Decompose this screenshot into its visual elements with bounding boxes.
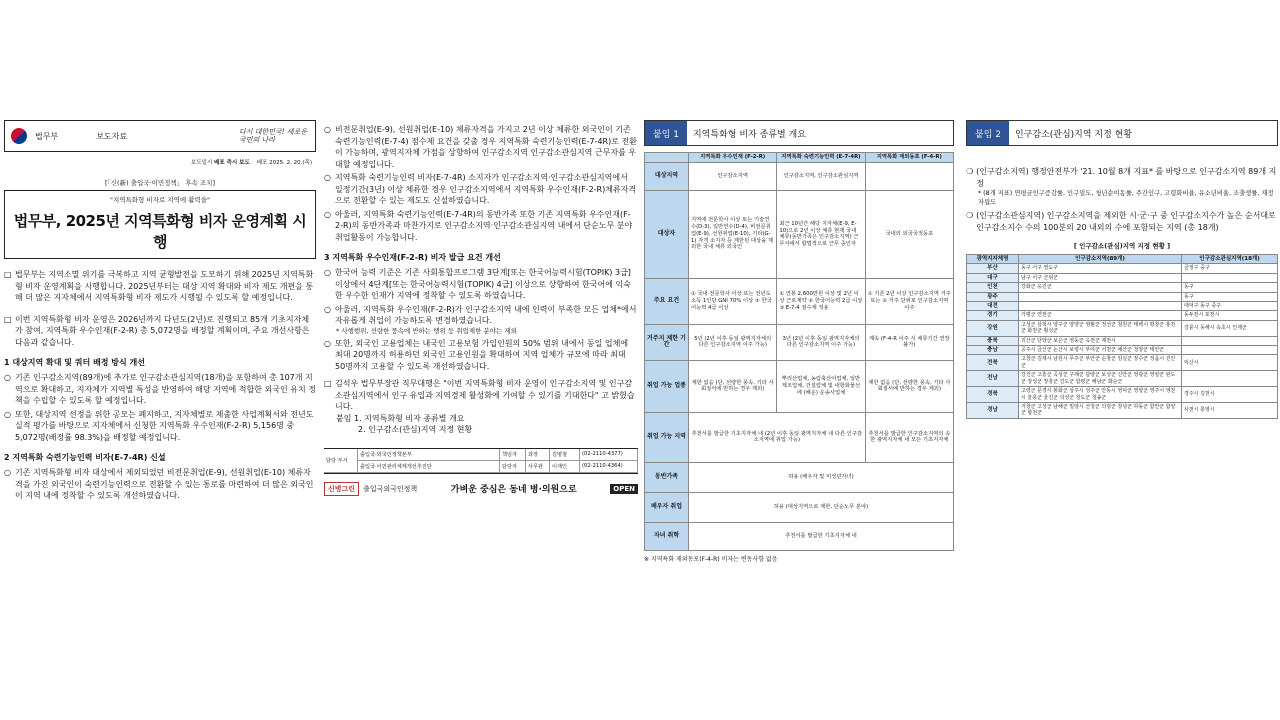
annex-label: 붙임 2 xyxy=(967,121,1009,145)
paragraph: ○ 비전문취업(E-9), 선원취업(E-10) 체류자격을 가지고 2년 이상 체류한 외국인이 기존 숙련기능인력(E-7-4) 점수제 요건을 갖출 경우 지역특화 숙련기능인력(E-7-4R)로 전환이 가능하며, 광역지자체 가점을 상향하여 인구감소지역 인구감소관심지역 근무자를 우대할 예정입니다. xyxy=(324,125,637,169)
paragraph: ○ 아울러, 지역특화 우수인재(F-2-R)가 인구감소지역 내에 인력이 부족한 모든 업체*에서 자유롭게 취업이 가능하도록 변경하였습니다. xyxy=(324,304,637,325)
annex-title: 지역특화형 비자 종류별 개요 xyxy=(692,129,806,140)
table-row: 동반가족 허용 (배우자 및 미성년자녀) xyxy=(645,462,954,492)
table-row: 자녀 취학 추천서를 발급한 기초지자체 내 xyxy=(645,522,954,550)
table-row: 전남 강진군 고흥군 곡성군 구례군 담양군 보성군 신안군 영광군 영암군 완도군 장성군 장흥군 진도군 함평군 해남군 화순군 xyxy=(967,371,1278,387)
ministry-logo-icon xyxy=(11,128,27,144)
org-name: 법무부 xyxy=(35,131,59,141)
footnote: * (8개 지표) 연평균인구증감률, 인구밀도, 청년순이동률, 주간인구, 고령화비율, 유소년비율, 조출생률, 재정자립도 xyxy=(978,190,1274,206)
annex-list-item: 2. 인구감소(관심)지역 지정 현황 xyxy=(358,425,473,434)
table-row: 경기 가평군 연천군 동두천시 포천시 xyxy=(967,311,1278,320)
table-row: 부산 동구 서구 영도구 금정구 중구 xyxy=(967,264,1278,273)
paragraph: ○ 기존 인구감소지역(89개)에 추가로 인구감소관심지역(18개)을 포함하여 총 107개 지역으로 확대하고, 지자체가 지역별 특성을 반영하여 해당 지역에 적합한 외국인 유치 정책을 수립할 수 있도록 할 예정입니다. xyxy=(4,373,316,405)
section-heading: 3 지역특화 우수인재(F-2-R) 비자 발급 요건 개선 xyxy=(324,253,501,262)
paragraph: ○ 또한, 대상지역 선정을 위한 공모는 폐지하고, 지자체별로 제출한 사업계획서와 전년도 실적 평가를 바탕으로 지자체에서 신청한 지역특화 우수인재(F-2-R) 5,156명 중 5,072명(배정률 98.3%)을 배정할 예정입니다. xyxy=(4,409,314,442)
paragraph: ○ 아울러, 지역특화 숙련기능인력(E-7-4R)의 동반가족 또한 기존 지역특화 우수인재(F-2-R)의 동반가족과 마찬가지로 인구감소지역·인구감소관심지역 내에서 단순노무 분야 취업활동이 가능합니다. xyxy=(324,209,633,242)
table-row: 주요 요건 ① 국내 전문학사 이상 또는 전년도 소득 1인당 GNI 70% 이상 ② 한국어능력 4급 이상 ① 연봉 2,600만원 이상 및 2년 이상 근로계약 ② 한국어능력 2급 이상 ③ E-7-4 점수제 적용 ① 기존 2년 이상 인구감소지역 거주 또는 ② 거주 단위로 인구감소지역 이주 xyxy=(645,278,954,324)
annex-header xyxy=(966,120,1278,146)
annex-title: 인구감소(관심)지역 지정 현황 xyxy=(1014,129,1133,140)
paragraph: ○ 또한, 외국인 고용업체는 내국인 고용보험 가입인원의 50% 범위 내에서 동일 업체에 최대 20명까지 허용하던 외국인 고용인원을 확대하여 지역 업체가 규모에 따라 최대 50명까지 고용할 수 있도록 개선하였습니다. xyxy=(324,338,629,371)
annex-2-page xyxy=(966,120,1278,590)
table-note: ※ 지역특화 재외동포(F-4-R) 비자는 변동사항 없음 xyxy=(644,555,778,563)
press-header xyxy=(4,120,316,152)
doc-type: 보도자료 xyxy=(96,131,128,141)
table-row: 경북 고령군 문경시 봉화군 상주시 성주군 안동시 영덕군 영양군 영주시 영천시 울릉군 울진군 의성군 청도군 청송군 경주시 김천시 xyxy=(967,387,1278,403)
table-row: 충북 괴산군 단양군 보은군 영동군 옥천군 제천시 xyxy=(967,336,1278,345)
slogan: 다시 대한민국! 새로운 국민의 나라 xyxy=(239,128,308,144)
table-row: 강원 고성군 삼척시 양구군 양양군 영월군 정선군 철원군 태백시 평창군 홍천군 화천군 횡성군 강릉시 동해시 속초시 인제군 xyxy=(967,320,1278,336)
section-heading: 1 대상지역 확대 및 쿼터 배정 방식 개선 xyxy=(4,358,145,367)
press-release-page-2 xyxy=(324,120,638,590)
region-table xyxy=(966,254,1278,419)
table-row: 대상자 지역에 전문학사 이상 또는 기술연수(D-3), 일반연수(D-4), 비전문취업(E-9), 선원취업(E-10), 기타(G-1) 자격 소지자 등 제한된 대상을 제외한 국내 체류 외국인 최근 10년간 해당 지자체(E-9, E-10)으로 2년 이상 체류 현재 국내 체류(동반가족은 인구감소지역) 근무자에서 합법적으로 근무 중인자 국내외 외국국적동포 xyxy=(645,190,954,278)
paragraph: ○ 지역특화 숙련기능인력 비자(E-7-4R) 소지자가 인구감소지역·인구감소관심지역에서 일정기간(3년) 이상 체류한 경우 인구감소지역에서 지역특화 우수인재(F-2-R)체류자격으로 전환할 수 있는 제도도 신설하였습니다. xyxy=(324,173,637,205)
table-row: 인천 강화군 옹진군 동구 xyxy=(967,283,1278,292)
footnote: * 사행행위, 선량한 풍속에 반하는 행위 등 취업제한 분야는 제외 xyxy=(336,326,517,335)
banner-logo: 신병그린 xyxy=(324,482,359,496)
table-row: 취업 가능 지역 추천서를 발급한 기초지자체 내 (2년 이후 동일 광역지자체 내 다른 인구감소지역에 취업 가능) 추천서를 발급한 인구감소지역의 속한 광역지자체 내 모든 기초지자체 xyxy=(645,412,954,462)
title-box xyxy=(4,190,316,259)
table-row: 광주 동구 xyxy=(967,292,1278,301)
paragraph: ○ 기존 지역특화형 비자 대상에서 제외되었던 비전문취업(E-9), 선원취업(E-10) 체류자격을 가진 외국인이 숙련기능인력으로 전환할 수 있는 통로를 마련하여 더 많은 외국인이 지역 내에 정착할 수 있도록 개선하였습니다. xyxy=(4,468,314,500)
table-row: 대전 대덕구 동구 중구 xyxy=(967,302,1278,311)
annex-list-item: 붙임 1. 지역특화형 비자 종류별 개요 xyxy=(336,413,465,423)
table-row: 거주지 제한 기간 5년 (2년 이후 동일 광역지자체의 다른 인구감소지역 이주 가능) 3년 (2년 이후 동일 광역지자체의 다른 인구감소지역 이주 가능) 계속 (F-4-R 이주 시 체류기간 연장 불가) xyxy=(645,324,954,360)
table-header-row: 지역특화 우수인재 (F-2-R) 지역특화 숙련기능인력 (E-7-4R) 지역특화 재외동포 (F-4-R) xyxy=(645,153,954,163)
section-heading: 2 지역특화 숙련기능인력 비자(E-7-4R) 신설 xyxy=(4,453,166,462)
table-row: 전북 고창군 김제시 남원시 무주군 부안군 순창군 임실군 장수군 정읍시 진안군 익산시 xyxy=(967,355,1278,371)
bullet: ❍ (인구감소지역) 행정안전부가 '21. 10월 8개 지표* 를 바탕으로 인구감소지역 89개 지정 xyxy=(966,167,1277,188)
table-row: 취업 가능 업종 제한 없음 (단, 선량한 풍속, 기타 사회질서에 반하는 경우 제외) 뿌리산업체, 농림축산어업체, 일반제조업체, 건설업체 및 내항화물선에 (해운) 운송사업체 제한 없음 (단, 선량한 풍속, 기타 사회질서에 반하는 경우 제외) xyxy=(645,360,954,412)
annex-label: 붙임 1 xyxy=(645,121,687,145)
visa-table xyxy=(644,152,954,551)
banner-mid: 출입국외국인정책 xyxy=(363,484,418,493)
table-row: 충남 공주시 금산군 논산시 보령시 부여군 서천군 예산군 청양군 태안군 xyxy=(967,346,1278,355)
paragraph: □ 김석우 법무부장관 직무대행은 "이번 지역특화형 비자 운영이 인구감소지역 및 인구감소관심지역에서 인구 유입과 지역경제 활성화에 기여할 수 있기를 기대한다" 고 밝혔습니다. xyxy=(324,379,635,411)
banner-slogan: 가벼운 중심은 동네 병·의원으로 xyxy=(450,485,577,495)
table-title: [ 인구감소(관심)지역 지정 현황 ] xyxy=(1073,242,1171,250)
table-row: 대구 남구 서구 군위군 xyxy=(967,273,1278,282)
paragraph: □ 법무부는 지역소멸 위기를 극복하고 지역 균형발전을 도모하기 위해 2025년 지역특화형 비자 운영계획을 시행합니다. 2025년부터는 대상 지역 확대와 비자 제도 개편을 통해 더 많은 지자체에서 지역특화형 비자 제도가 시행될 수 있도록 할 예정입니다. xyxy=(4,270,314,302)
annex-1-page xyxy=(644,120,954,590)
footer-banner xyxy=(324,482,638,496)
contact-table: 담당 부서 출입국·외국인정책본부 책임자 과장 김병철 (02-2110-4377) 출입국·이민관리체계개선추진단 담당자 사무관 이재인 (02-2110-4364) xyxy=(324,448,638,474)
page-title: 법무부, 2025년 지역특화형 비자 운영계획 시행 xyxy=(13,212,307,251)
table-row: 배우자 취업 허용 (대상지역으로 제한, 단순노무 분야) xyxy=(645,492,954,522)
annex-header xyxy=(644,120,954,146)
paragraph: ○ 한국어 능력 기준은 기존 사회통합프로그램 3단계[또는 한국어능력시험(TOPIK) 3급] 이상에서 4단계[또는 한국어능력시험(TOPIK) 4급] 이상으로 상향하여 한국어에 익숙한 우수한 인재가 지역에 정착할 수 있도록 하였습니다. xyxy=(324,268,631,300)
banner-open: OPEN xyxy=(610,484,638,494)
table-header-row: 광역지자체명 인구감소지역(89개) 인구감소관심지역(18개) xyxy=(967,255,1278,264)
release-meta: 보도일시 배포 즉시 보도 배포 2025. 2. 20.(목) xyxy=(191,160,312,166)
table-row: 대상지역 인구감소지역 인구감소지역, 인구감소관심지역 xyxy=(645,162,954,190)
press-release-page-1 xyxy=(4,120,316,590)
table-row: 경남 거창군 고성군 남해군 밀양시 산청군 의령군 창녕군 하동군 함안군 함양군 합천군 사천시 통영시 xyxy=(967,402,1278,418)
bullet: ❍ (인구감소관심지역) 인구감소지역을 제외한 시·군·구 중 인구감소지수가 높은 순서대로 인구감소지수 수의 100분의 20 내외의 수에 포함되는 지역 (총 18개) xyxy=(966,211,1276,232)
paragraph: □ 이번 지역특화형 비자 운영은 2026년까지 다년도(2년)로 진행되고 85개 기초지자체가 참여, 지역특화 우수인재(F-2-R) 총 5,072명을 배정할 계획이며, 주요 개선사항은 다음과 같습니다. xyxy=(4,314,310,347)
title-quote: "지역특화형 비자로 지역에 활력을" xyxy=(109,196,211,204)
sub-tag: [「신(新) 출입국·이민정책」 후속 조치] xyxy=(104,179,215,187)
